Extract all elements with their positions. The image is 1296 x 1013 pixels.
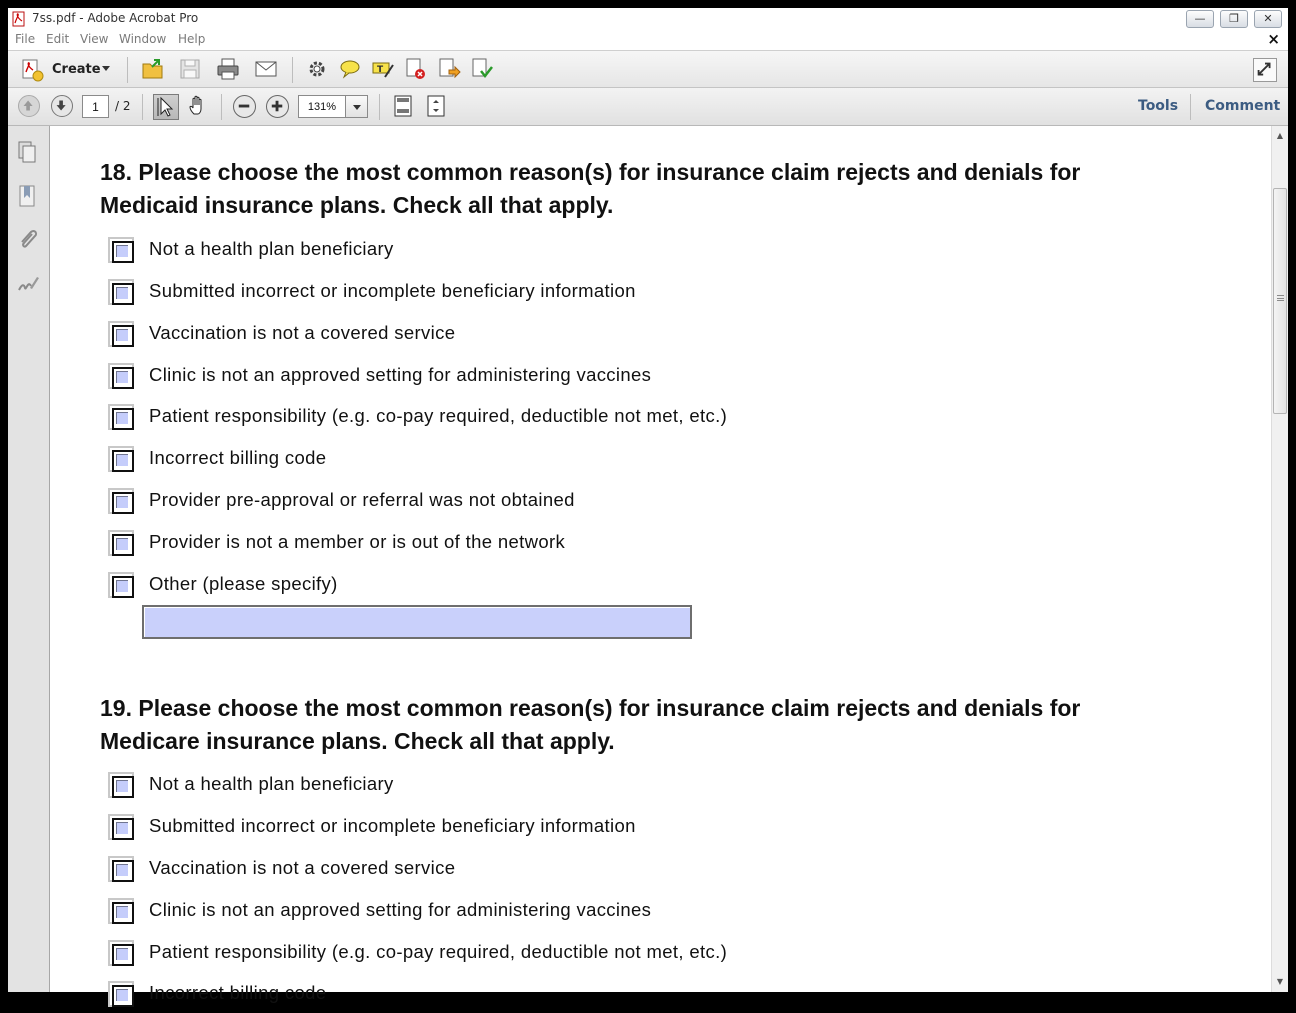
toolbar-separator [379,94,380,120]
menu-edit[interactable]: Edit [46,32,70,46]
settings-button[interactable] [305,57,329,81]
hand-icon [186,94,210,118]
tools-panel-button[interactable]: Tools [1138,98,1179,114]
toolbar-separator [127,57,128,83]
option-label: Vaccination is not a covered service [149,322,456,343]
close-document-button[interactable]: × [1267,30,1280,48]
scroll-page-icon [424,94,448,118]
restore-icon: ❐ [1229,12,1239,25]
fullscreen-button[interactable] [1253,58,1277,82]
minimize-icon: — [1194,12,1206,25]
minus-icon [234,96,255,117]
option-label: Patient responsibility (e.g. co-pay required, deductible not met, etc.) [149,941,728,962]
acrobat-window [8,8,1288,1003]
option-label: Clinic is not an approved setting for administering vaccines [149,899,652,920]
zoom-in-button[interactable] [266,95,289,118]
zoom-dropdown-button[interactable] [346,95,368,118]
checkbox[interactable] [108,814,134,840]
option-label: Patient responsibility (e.g. co-pay required, deductible not met, etc.) [149,405,728,426]
pages-panel-button[interactable] [16,140,40,164]
checkbox[interactable] [108,321,134,347]
checkbox[interactable] [108,279,134,305]
checkbox[interactable] [108,981,134,1007]
review-icon [437,57,461,81]
signatures-panel-button[interactable] [16,272,40,296]
chevron-down-icon [353,105,361,110]
toolbar-separator [1190,94,1191,120]
create-button[interactable] [16,56,120,84]
next-page-button[interactable] [51,95,73,117]
option-label: Not a health plan beneficiary [149,238,394,259]
toolbar-separator [142,94,143,120]
navigation-toolbar [8,88,1288,126]
zoom-out-button[interactable] [233,95,256,118]
checkbox[interactable] [108,488,134,514]
option-label: Incorrect billing code [149,447,327,468]
scroll-down-arrow-icon[interactable]: ▼ [1276,977,1284,986]
fullscreen-icon [1254,59,1276,81]
minimize-button[interactable] [1186,10,1214,28]
title-bar [8,8,1288,30]
cursor-arrow-icon [154,95,178,119]
fit-page-button[interactable] [391,94,417,120]
menu-help[interactable]: Help [178,32,206,46]
print-button[interactable] [216,57,240,81]
comment-panel-button[interactable]: Comment [1205,98,1281,114]
export-icon [470,57,494,81]
open-folder-icon [141,57,165,81]
checkbox[interactable] [108,446,134,472]
scroll-mode-button[interactable] [424,94,450,120]
create-label: Create [52,62,101,77]
option-label: Incorrect billing code [149,982,327,1003]
open-button[interactable] [141,57,165,81]
export-button[interactable] [470,57,494,81]
menu-window[interactable]: Window [119,32,167,46]
previous-page-button[interactable] [18,95,40,117]
option-label: Vaccination is not a covered service [149,857,456,878]
close-icon: ✕ [1263,12,1273,25]
checkbox[interactable] [108,363,134,389]
paperclip-icon [16,228,40,252]
toolbar-separator [292,57,293,83]
pages-icon [16,140,40,164]
add-comment-button[interactable] [338,57,362,81]
hand-tool-button[interactable] [186,94,212,120]
option-label: Submitted incorrect or incomplete beneficiary information [149,815,636,836]
reject-button[interactable] [404,57,428,81]
arrow-down-icon [52,96,72,116]
plus-icon [267,96,288,117]
main-toolbar [8,50,1288,88]
signature-pen-icon [16,272,40,296]
document-view[interactable] [50,126,1271,1003]
page-number-input[interactable] [82,95,109,118]
question-18-title: 18. Please choose the most common reason(s) for insurance claim rejects and denials for Medicaid insurance plans. Check all that apply. [100,159,1081,218]
email-button[interactable] [254,57,278,81]
scrollbar-thumb[interactable] [1273,188,1287,414]
menu-view[interactable]: View [80,32,109,46]
highlight-text-icon [371,57,395,81]
svg-text:T: T [377,65,384,75]
save-icon [178,57,202,81]
restore-button[interactable] [1220,10,1248,28]
highlight-button[interactable] [371,57,395,81]
checkbox[interactable] [108,572,134,598]
checkbox[interactable] [108,898,134,924]
reject-stamp-icon [404,57,428,81]
scroll-up-arrow-icon[interactable]: ▲ [1276,131,1284,140]
option-label: Clinic is not an approved setting for administering vaccines [149,364,652,385]
print-icon [216,57,240,81]
option-label: Other (please specify) [149,573,338,594]
question-19-title: 19. Please choose the most common reason(s) for insurance claim rejects and denials for Medicare insurance plans. Check all that apply. [100,695,1081,754]
comment-bubble-icon [338,57,362,81]
email-icon [254,57,278,81]
menu-bar [8,30,1288,50]
checkbox[interactable] [108,772,134,798]
attachments-panel-button[interactable] [16,228,40,252]
checkbox[interactable] [108,856,134,882]
option-label: Provider is not a member or is out of the network [149,531,566,552]
bookmarks-panel-button[interactable] [16,184,40,208]
create-pdf-icon [20,58,44,82]
vertical-scrollbar[interactable] [1271,126,1288,992]
option-label: Provider pre-approval or referral was not obtained [149,489,575,510]
window-title: 7ss.pdf - Adobe Acrobat Pro [32,11,199,25]
bookmark-icon [16,184,40,208]
close-window-button[interactable] [1254,10,1282,28]
option-label: Submitted incorrect or incomplete beneficiary information [149,280,636,301]
grip-icon [1277,295,1284,301]
option-label: Not a health plan beneficiary [149,773,394,794]
pdf-file-icon [12,11,26,27]
checkbox[interactable] [108,404,134,430]
toolbar-separator [221,94,222,120]
zoom-level-input[interactable] [298,95,346,118]
page-total: / 2 [115,99,131,113]
checkbox[interactable] [108,237,134,263]
settings-gear-icon [305,57,329,81]
chevron-down-icon [102,66,110,71]
checkbox[interactable] [108,940,134,966]
checkbox[interactable] [108,530,134,556]
save-button[interactable] [178,57,202,81]
select-tool-button[interactable] [153,94,179,120]
fit-page-icon [391,94,415,118]
other-specify-field[interactable] [142,605,692,639]
arrow-up-icon [19,96,39,116]
menu-file[interactable]: File [15,32,36,46]
review-button[interactable] [437,57,461,81]
navigation-pane [8,126,50,992]
